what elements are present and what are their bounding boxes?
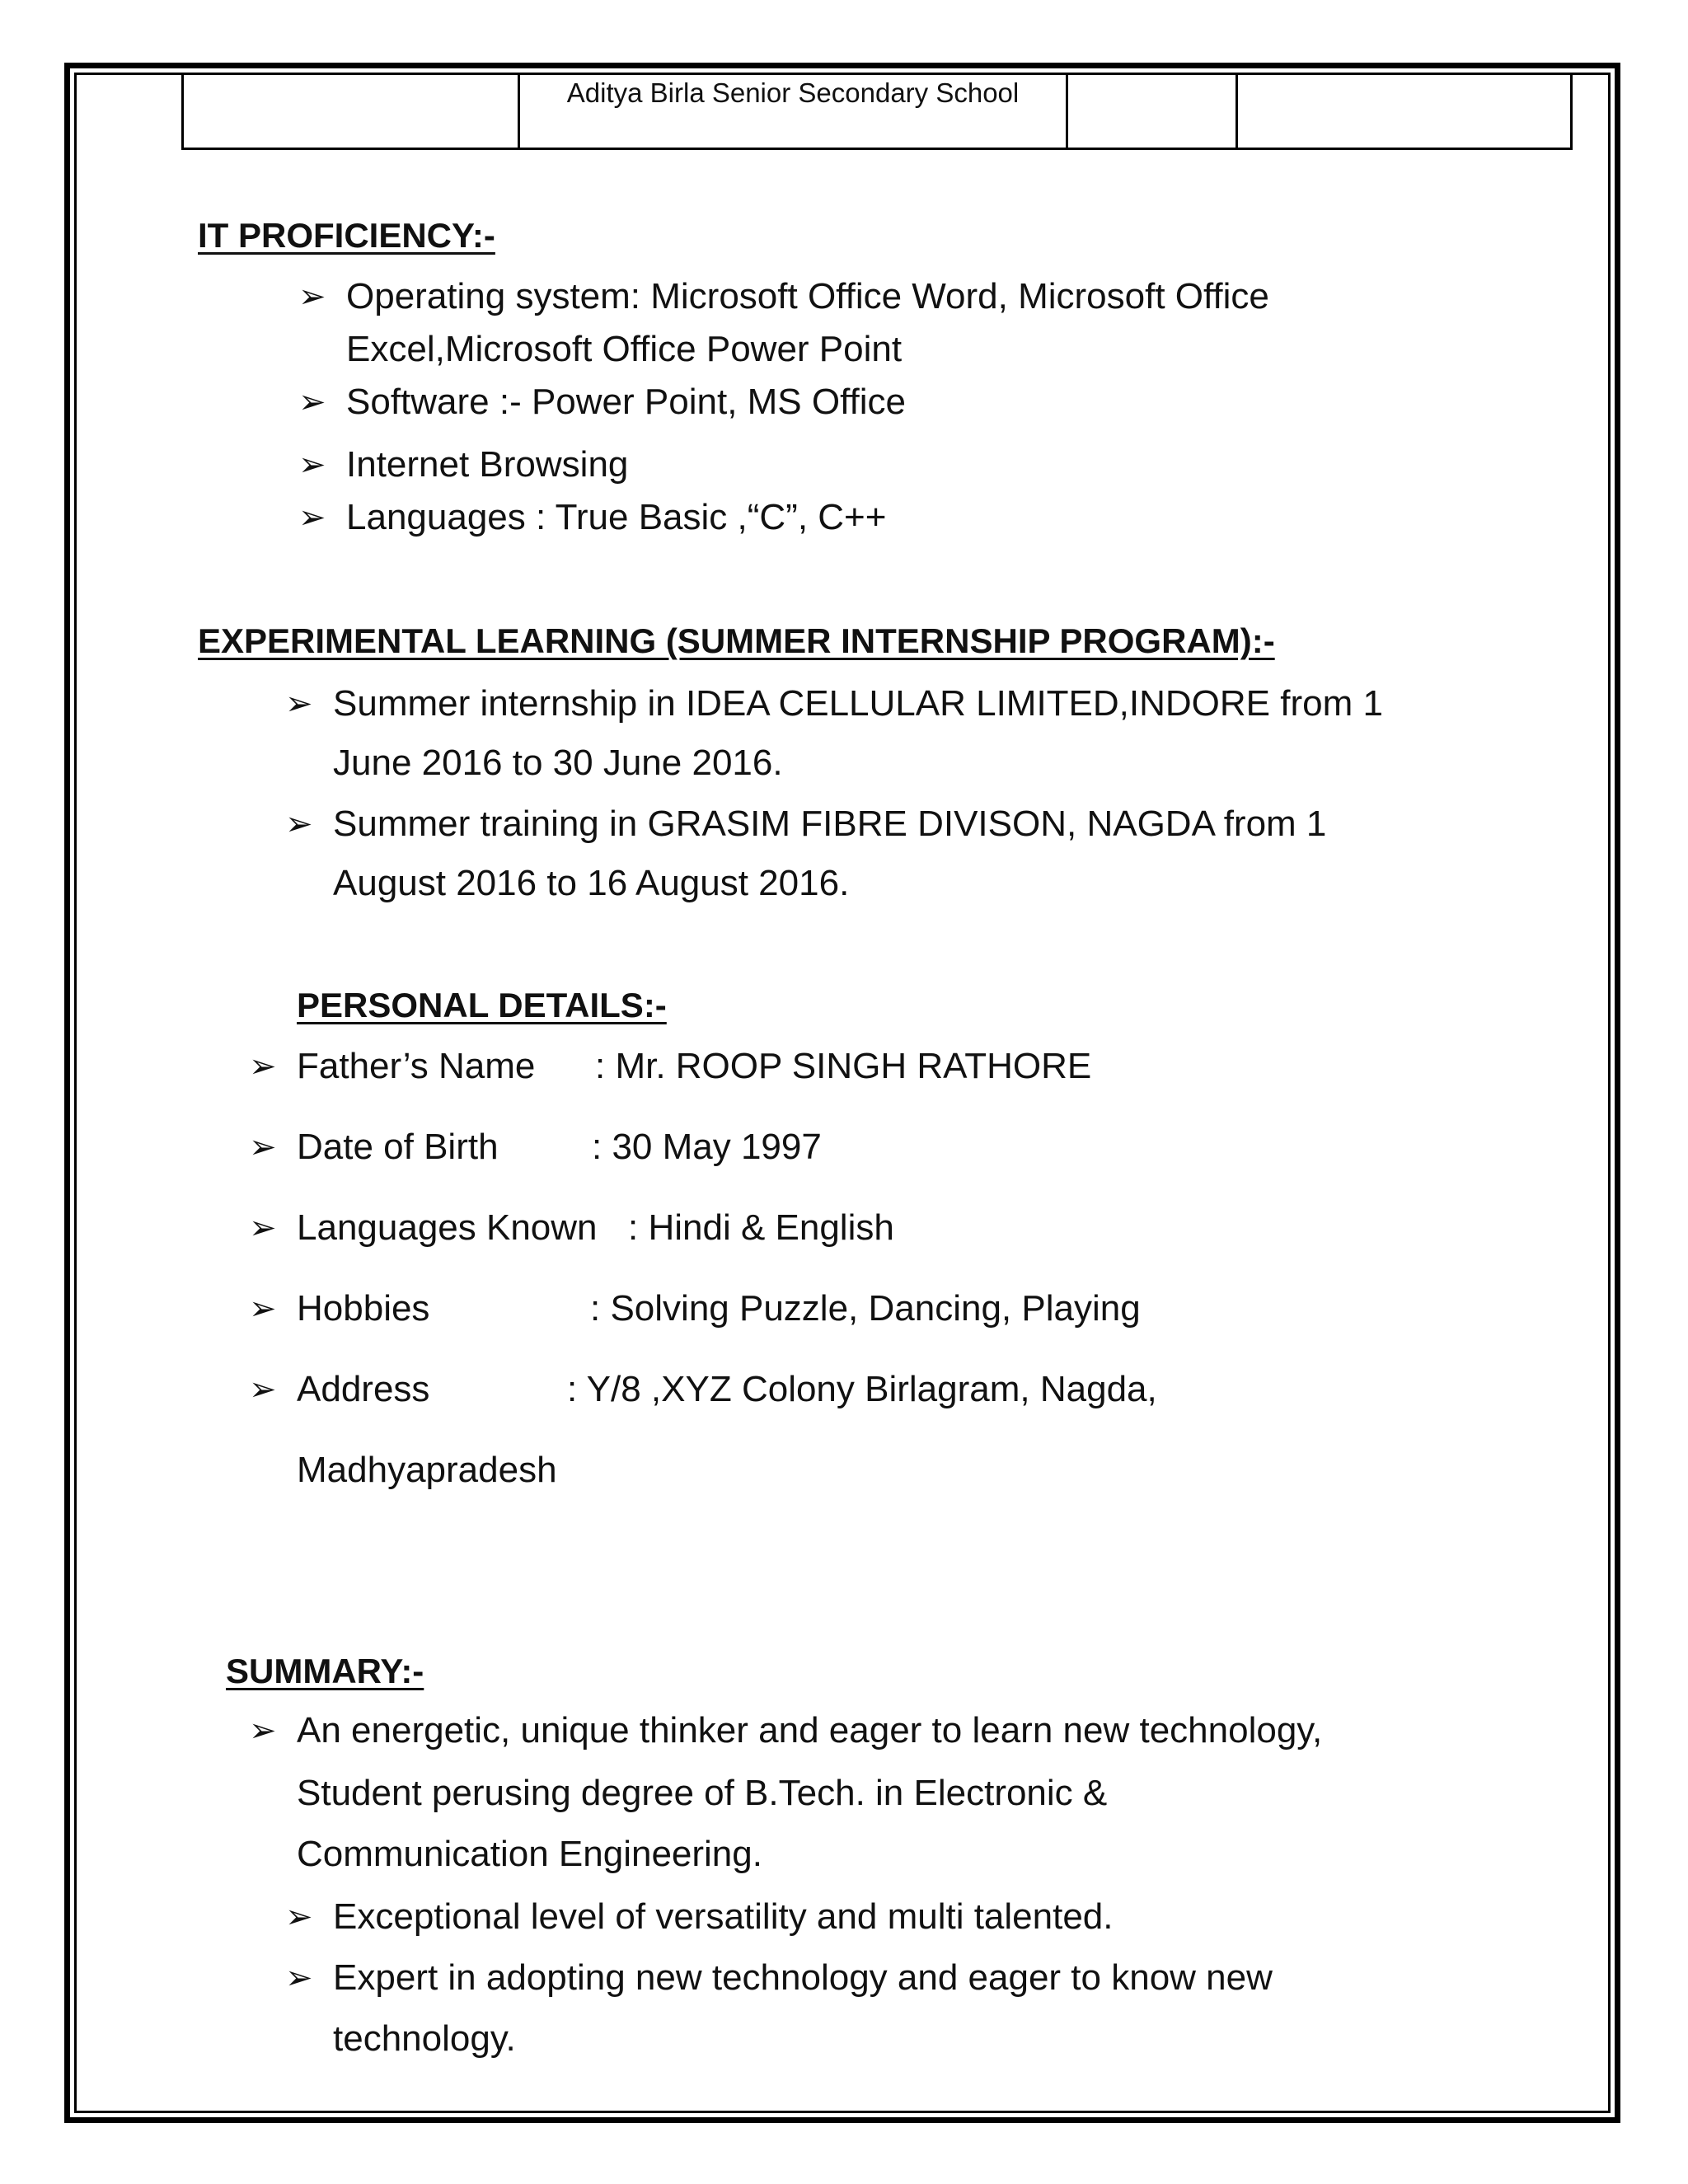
bullet-icon: ➢ [285,806,313,842]
bullet-icon: ➢ [285,1960,313,1996]
dob-value: : 30 May 1997 [592,1127,822,1167]
bullet-icon: ➢ [285,686,313,722]
hobbies-label: Hobbies [297,1288,430,1329]
father-name-label: Father’s Name [297,1046,536,1086]
bullet-icon: ➢ [249,1371,277,1408]
summary-heading: SUMMARY:- [226,1652,424,1690]
it-item-os-line1: Operating system: Microsoft Office Word, Microsoft Office [346,276,1269,316]
header-table [181,74,1573,150]
header-cell-school [519,74,1067,149]
summary-item2: Exceptional level of versatility and multi talented. [333,1896,1114,1937]
bullet-icon: ➢ [298,447,326,483]
bullet-icon: ➢ [249,1291,277,1327]
header-cell-4 [1237,74,1572,149]
summary-item3-line1: Expert in adopting new technology and eager to know new [333,1957,1273,1998]
bullet-icon: ➢ [249,1048,277,1085]
address-continuation: Madhyapradesh [297,1450,557,1490]
school-name: Aditya Birla Senior Secondary School [566,77,1020,108]
bullet-icon: ➢ [249,1129,277,1165]
internship-line1: Summer internship in IDEA CELLULAR LIMITED,INDORE from 1 [333,683,1383,724]
internship-line2: June 2016 to 30 June 2016. [333,743,783,783]
address-value: : Y/8 ,XYZ Colony Birlagram, Nagda, [567,1369,1157,1409]
bullet-icon: ➢ [285,1899,313,1935]
summary-item1-line3: Communication Engineering. [297,1834,762,1874]
it-item-software: Software :- Power Point, MS Office [346,382,906,422]
header-cell-3 [1067,74,1237,149]
bullet-icon: ➢ [298,384,326,420]
header-cell-1 [183,74,519,149]
it-item-os-line2: Excel,Microsoft Office Power Point [346,329,903,369]
hobbies-value: : Solving Puzzle, Dancing, Playing [590,1288,1141,1329]
father-name-value: : Mr. ROOP SINGH RATHORE [595,1046,1092,1086]
bullet-icon: ➢ [298,499,326,536]
languages-known-value: : Hindi & English [628,1207,894,1248]
bullet-icon: ➢ [249,1210,277,1246]
summary-item1-line2: Student perusing degree of B.Tech. in Electronic & [297,1773,1108,1813]
it-item-languages: Languages : True Basic ,“C”, C++ [346,497,887,537]
it-proficiency-heading: IT PROFICIENCY:- [198,216,495,255]
summary-item3-line2: technology. [333,2018,516,2059]
training-line1: Summer training in GRASIM FIBRE DIVISON, NAGDA from 1 [333,804,1327,844]
languages-known-label: Languages Known [297,1207,598,1248]
address-label: Address [297,1369,430,1409]
bullet-icon: ➢ [249,1713,277,1749]
dob-label: Date of Birth [297,1127,499,1167]
summary-item1-line1: An energetic, unique thinker and eager to learn new technology, [297,1710,1323,1750]
personal-details-heading: PERSONAL DETAILS:- [297,986,667,1024]
experimental-learning-heading: EXPERIMENTAL LEARNING (SUMMER INTERNSHIP PROGRAM):- [198,621,1275,660]
training-line2: August 2016 to 16 August 2016. [333,863,850,903]
it-item-internet: Internet Browsing [346,444,629,485]
bullet-icon: ➢ [298,279,326,315]
